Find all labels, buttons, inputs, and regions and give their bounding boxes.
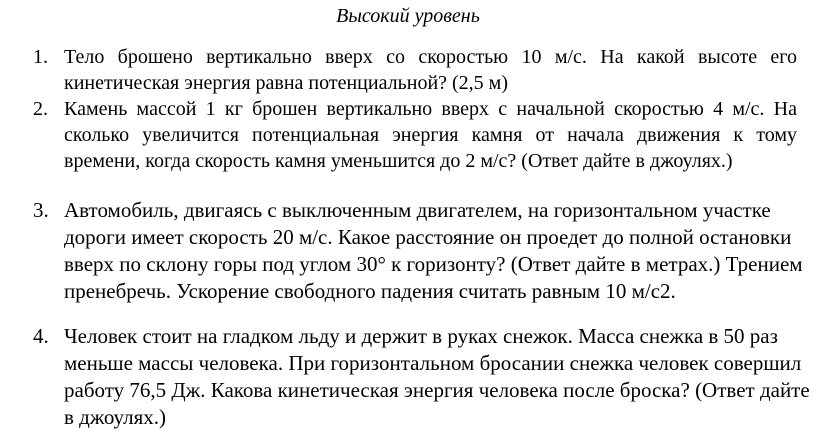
problem-number: 4. [33, 324, 49, 348]
problem-line: дороги имеет скорость 20 м/с. Какое расстояние он проедет до полной остановки [64, 225, 792, 249]
problem-line: Автомобиль, двигаясь с выключенным двигателем, на горизонтальном участке [64, 198, 771, 222]
problem-number: 2. [33, 98, 48, 120]
problem-line: меньше массы человека. При горизонтальном бросании снежка человек совершил [64, 351, 802, 375]
problem-line: кинетическая энергия равна потенциальной? (2,5 м) [64, 72, 508, 94]
problem-line: работу 76,5 Дж. Какова кинетическая энергия человека после броска? (Ответ дайте [64, 378, 810, 402]
problem-line: Тело брошено вертикально вверх со скоростью 10 м/с. На какой высоте его [64, 46, 797, 68]
problem-line: пренебречь. Ускорение свободного падения считать равным 10 м/с2. [64, 279, 676, 303]
problem-line: Человек стоит на гладком льду и держит в руках снежок. Масса снежка в 50 раз [64, 324, 778, 348]
problem-text [64, 44, 797, 96]
problem-line: Камень массой 1 кг брошен вертикально вверх с начальной скоростью 4 м/с. На [64, 98, 797, 120]
section-heading: Высокий уровень [336, 5, 480, 27]
problem-text [64, 197, 803, 305]
problem-line: времени, когда скорость камня уменьшится до 2 м/с? (Ответ дайте в джоулях.) [64, 150, 733, 172]
problem-line: вверх по склону горы под углом 30° к горизонту? (Ответ дайте в метрах.) Трением [64, 252, 803, 276]
problem-line: сколько увеличится потенциальная энергия камня от начала движения к тому [64, 124, 797, 146]
problem-number: 1. [33, 46, 48, 68]
problem-number: 3. [33, 198, 49, 222]
problem-text [64, 323, 810, 431]
problem-text [64, 96, 797, 174]
problem-line: в джоулях.) [64, 405, 166, 429]
